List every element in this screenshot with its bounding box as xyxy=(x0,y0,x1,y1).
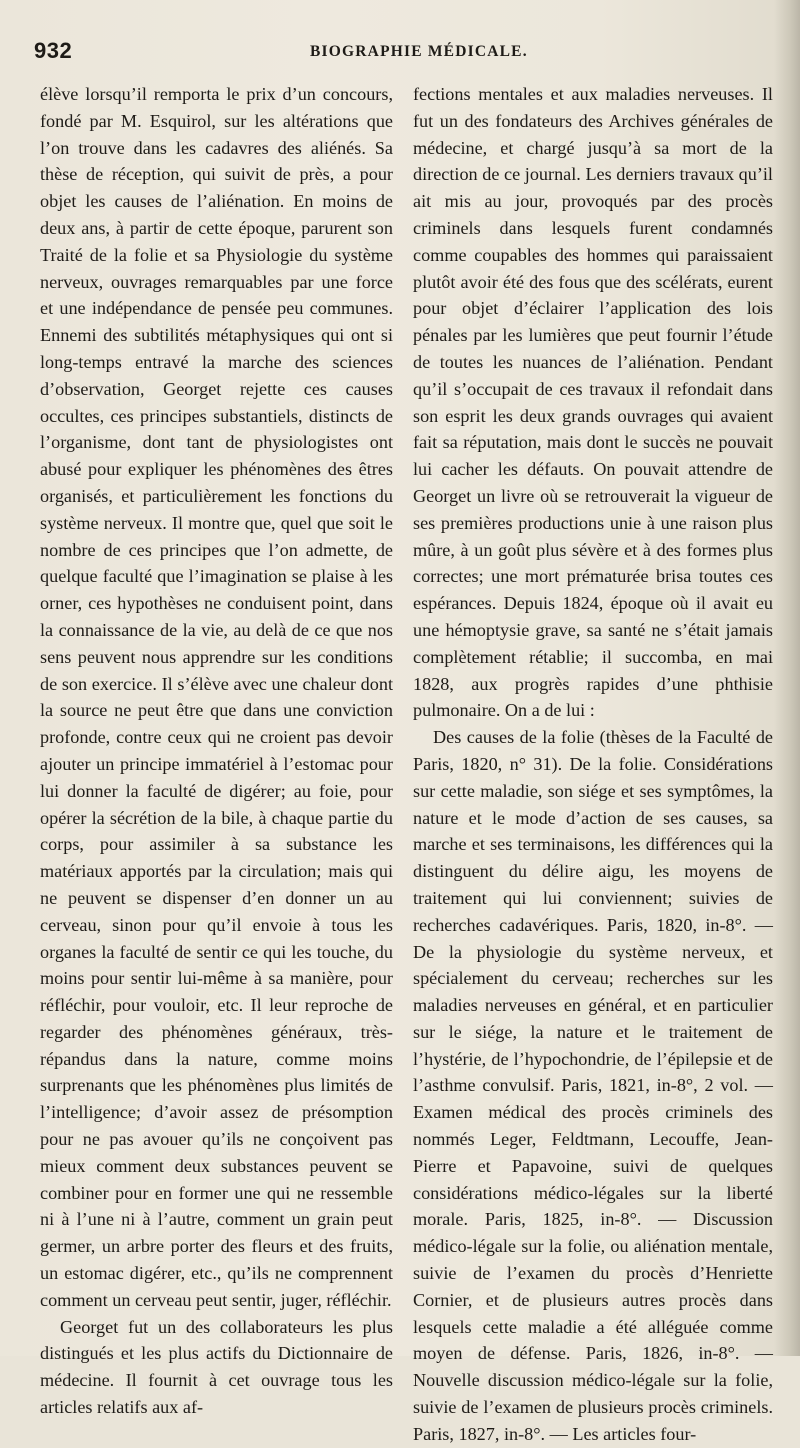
right-paragraph-2: Des causes de la folie (thèses de la Faculté de Paris, 1820, n° 31). De la folie. Considérations sur cette maladie, son siége et ses symptômes, la nature et le mode d’action de ses causes, sa marche et ses terminaisons, les différences qui la distinguent du délire aigu, les moyens de traitement qui lui conviennent; suivies de recherches cadavériques. Paris, 1820, in-8°. — De la physiologie du système nerveux, et spécialement du cerveau; recherches sur les maladies nerveuses en général, et en particulier sur le siége, la nature et le traitement de l’hystérie, de l’hypochondrie, de l’épilepsie et de l’asthme convulsif. Paris, 1821, in-8°, 2 vol. — Examen médical des procès criminels des nommés Leger, Feldtmann, Lecouffe, Jean-Pierre et Papavoine, suivi de quelques considérations médico-légales sur la liberté morale. Paris, 1825, in-8°. — Discussion médico-légale sur la folie, ou aliénation mentale, suivie de l’examen du procès d’Henriette Cornier, et de plusieurs autres procès dans lesquels cette maladie a été alléguée comme moyen de défense. Paris, 1826, in-8°. — Nouvelle discussion médico-légale sur la folie, suivie de l’examen de plusieurs procès criminels. Paris, 1827, in-8°. — Les articles four- xyxy=(413,727,773,1444)
left-paragraph-2: Georget fut un des collaborateurs les plus distingués et les plus actifs du Dictionnaire de médecine. Il fournit à cet ouvrage tous les articles relatifs aux af- xyxy=(40,1316,393,1418)
right-column xyxy=(413,81,773,1448)
page-header xyxy=(34,38,774,68)
left-column xyxy=(40,81,393,1421)
right-paragraph-1: fections mentales et aux maladies nerveuses. Il fut un des fondateurs des Archives générales de médecine, et chargé jusqu’à sa mort de la direction de ce journal. Les derniers travaux qu’il ait mis au jour, provoqués par des procès criminels dans lesquels furent condamnés comme coupables des hommes qui paraissaient plutôt avoir été des fous que des scélérats, eurent pour objet d’éclairer l’application des lois pénales par les lumières que peut fournir l’étude de toutes les nuances de l’aliénation. Pendant qu’il s’occupait de ces travaux il refondait dans son esprit les deux grands ouvrages qui avaient fait sa réputation, mais dont le succès ne pouvait lui cacher les défauts. On pouvait attendre de Georget un livre où se retrouverait la vigueur de ses premières productions unie à une raison plus mûre, à un goût plus sévère et à des formes plus correctes; une mort prématurée brisa toutes ces espérances. Depuis 1824, époque où il avait eu une hémoptysie grave, sa santé ne s’était jamais complètement rétablie; il succomba, en mai 1828, aux progrès rapides d’une phthisie pulmonaire. On a de lui : xyxy=(413,84,773,721)
page-edge-shadow xyxy=(774,0,800,1356)
left-paragraph-1: élève lorsqu’il remporta le prix d’un concours, fondé par M. Esquirol, sur les altérations que l’on trouve dans les cadavres des aliénés. Sa thèse de réception, qui suivit de près, a pour objet les causes de l’aliénation. En moins de deux ans, à partir de cette époque, parurent son Traité de la folie et sa Physiologie du système nerveux, ouvrages remarquables par une force et une indépendance de pensée peu communes. Ennemi des subtilités métaphysiques qui ont si long-temps entravé la marche des sciences d’observation, Georget rejette ces causes occultes, ces principes substantiels, distincts de l’organisme, dont tant de physiologistes ont abusé pour expliquer les phénomènes des êtres organisés, et particulièrement les fonctions du système nerveux. Il montre que, quel que soit le nombre de ces principes que l’on admette, de quelque faculté que l’imagination se plaise à les orner, ces hypothèses ne conduisent point, dans la connaissance de la vie, au delà de ce que nos sens peuvent nous apprendre sur les conditions de son exercice. Il s’élève avec une chaleur dont la source ne peut être que dans une conviction profonde, contre ceux qui ne croient pas devoir ajouter un principe immatériel à l’estomac pour lui donner la faculté de digérer; au foie, pour opérer la sécrétion de la bile, à chaque partie du corps, pour assimiler à sa substance les matériaux apportés par la circulation; mais qui ne peuvent se dispenser d’en donner un au cerveau, sinon pour qu’il envoie à tous les organes la faculté de sentir ce qui les touche, du moins pour sentir lui-même à sa manière, pour réfléchir, pour vouloir, etc. Il leur reproche de regarder des phénomènes généraux, très-répandus dans la nature, comme moins surprenants que les phénomènes plus limités de l’intelligence; d’avoir assez de présomption pour ne pas avouer qu’ils ne conçoivent pas mieux comment deux substances peuvent se combiner pour en former une qui ne ressemble ni à l’une ni à l’autre, comment un grain peut germer, un arbre porter des fleurs et des fruits, un estomac digérer, etc., qu’ils ne comprennent comment un cerveau peut sentir, juger, réfléchir. xyxy=(40,84,393,1310)
running-title: BIOGRAPHIE MÉDICALE. xyxy=(310,43,528,60)
page-number: 932 xyxy=(34,38,73,63)
